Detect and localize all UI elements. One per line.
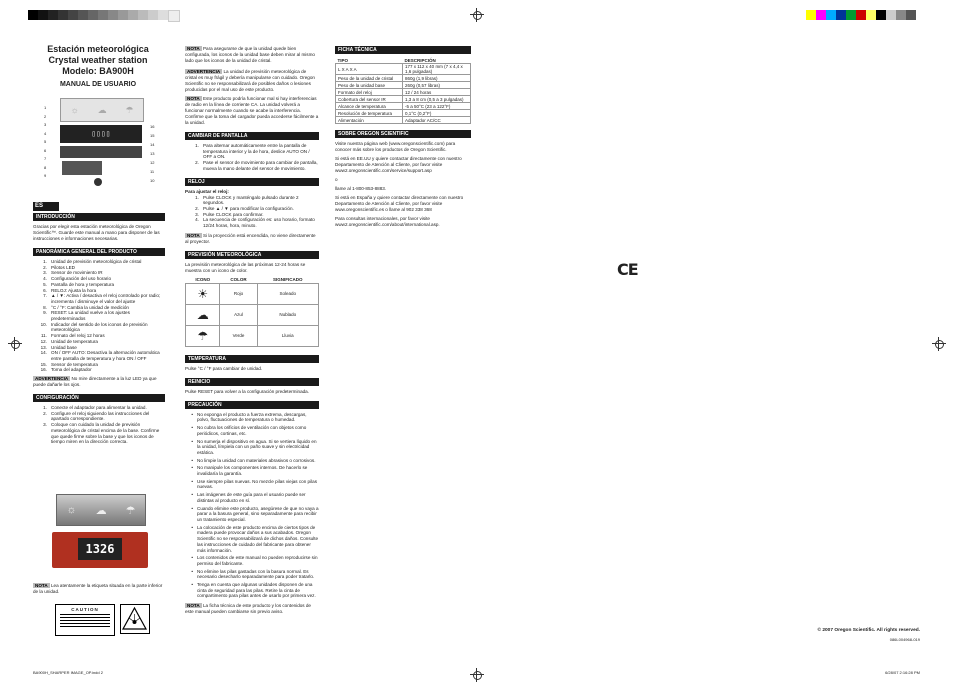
callout-number: 15 — [150, 133, 155, 138]
list-item: 1. Conecte el adaptador para alimentar la unidad. — [43, 405, 147, 411]
about-paragraph: llame al 1-800-853-8883. — [335, 186, 387, 191]
color-swatch — [886, 10, 896, 20]
list-item: 14. ON / OFF AUTO: Desactiva la alternación automática entre pantalla de temperatura y hora ON / OFF — [40, 350, 160, 361]
reset-heading: REINICIO — [185, 378, 319, 386]
list-item: 3. Pulse CLOCK para confirmar. — [195, 211, 264, 217]
product-title-1: Estación meteorológica — [47, 44, 149, 54]
callout-number: 7 — [44, 156, 47, 161]
list-item: 1. Pulse CLOCK y manténgalo pulsado durante 2 segundos. — [195, 194, 299, 206]
list-item: 3. Coloque con cuidado la unidad de previsión meteorológica de cristal encima de la base. Confirme que quede firme sobre la base y que los iconos de tiempo miren en la dirección correcta. — [43, 422, 160, 445]
warning-badge: ADVERTENCIA — [35, 376, 69, 382]
list-item: • No manipule los componentes internos. De hacerlo se invalidaría la garantía. — [191, 465, 308, 477]
note-badge: NOTA — [35, 583, 48, 588]
list-item: 8. °C / °F: Cambia la unidad de medición — [43, 304, 129, 310]
cloud-icon: ☁ — [196, 307, 209, 322]
display-list — [185, 143, 319, 172]
table-row: Formato del reloj 12 / 24 horas — [336, 89, 471, 96]
callout-number: 16 — [150, 124, 155, 129]
cloud-icon: ☁ — [95, 504, 107, 517]
about-paragraph: Si está en EE.UU y quiere contactar directamente con nuestro Departamento de Atención al Cliente, por favor visite www2.oregonscientific.com/service/support.asp — [335, 156, 462, 173]
rain-icon: ☂ — [125, 504, 136, 517]
list-item: • No exponga el producto a fuerza extrema, descargas, polvo, fluctuaciones de temperatura o humedad. — [191, 411, 307, 423]
table-row: Alimentación Adaptador AC/CC — [336, 117, 471, 124]
clock-heading: RELOJ — [185, 178, 319, 186]
color-swatch — [906, 10, 916, 20]
temperature-heading: TEMPERATURA — [185, 355, 319, 363]
about-paragraphs — [335, 141, 471, 228]
color-swatch — [896, 10, 906, 20]
callout-number: 8 — [44, 164, 47, 170]
color-swatch — [816, 10, 826, 20]
list-item: 3. Sensor de movimiento IR — [43, 270, 103, 276]
table-row: Alcance de temperatura -5 a 50°C (23 a 122°F) — [336, 103, 471, 110]
forecast-table: ICONO COLOR SIGNIFICADO ☀ Rojo Soleado ☁ Azul Nublado ☂ Verde Lluvia — [185, 277, 319, 347]
color-swatch — [876, 10, 886, 20]
precaution-list — [185, 412, 319, 599]
table-row: Peso de la unidad de cristal 860g (1,9 libras) — [336, 75, 471, 82]
clock-subheading: Para ajustar el reloj: — [185, 188, 229, 194]
sun-icon: ☼ — [70, 105, 79, 115]
list-item: • La colocación de este producto encima de ciertos tipos de madera puede provocar daños a sus acabados. Oregon Scientific no se responsabilizará de dichos daños. Consulte las instrucciones de cuidado del fabricante para obtener más información. — [191, 524, 319, 553]
product-title-3: Modelo: BA900H — [62, 66, 134, 76]
note-1: NOTA Para asegurarse de que la unidad quede bien configurada, los iconos de la unidad base deben mirar al mismo lado que los iconos de la unidad de cristal. — [185, 46, 315, 63]
note-3: NOTA Si la proyección está encendida, no viene directamente al proyector. — [185, 232, 316, 244]
overview-heading: PANORÁMICA GENERAL DEL PRODUCTO — [33, 248, 165, 256]
callout-number: 6 — [44, 147, 47, 153]
list-item: 2. Pilotos LED — [43, 264, 76, 270]
sun-icon: ☀ — [197, 286, 209, 301]
product-illustration: ☼ ☁ ☂ ▯▯▯▯ — [52, 98, 148, 188]
callout-number: 1 — [44, 105, 47, 110]
bottom-note: NOTA Lea atentamente la etiqueta situada en la parte inferior de la unidad. — [33, 583, 163, 594]
clock-list — [185, 195, 319, 229]
warning-note: ADVERTENCIA No mire directamente a la luz LED ya que puede dañarle los ojos. — [33, 376, 157, 388]
table-row: Cobertura del sensor IR 1,3 a 8 cm (0,5 a 3 pulgadas) — [336, 96, 471, 103]
forecast-row: ☀ Rojo Soleado — [186, 283, 319, 304]
caution-label — [55, 604, 115, 636]
color-swatch — [836, 10, 846, 20]
list-item: 2. Pase el sensor de movimiento para cambiar de pantalla, mueva la mano delante del sensor de movimiento. — [195, 160, 318, 171]
list-item: • No elimine las pilas gastadas con la basura normal. Es necesario desecharlo separadamente para poder tratarlo. — [191, 568, 315, 580]
color-swatch-bar — [806, 10, 916, 20]
list-item: 9. RESET: La unidad vuelve a los ajustes predeterminados — [43, 310, 130, 322]
forecast-row: ☁ Azul Nublado — [186, 304, 319, 325]
callout-number: 12 — [150, 160, 155, 165]
overview-list — [33, 259, 165, 373]
callout-number: 10 — [150, 178, 155, 183]
intro-heading: INTRODUCCIÓN — [33, 213, 165, 221]
grayscale-bar — [28, 10, 180, 20]
list-item: 10. Indicador del sentido de los iconos de previsión meteorológica — [40, 321, 148, 333]
table-row: Peso de la unidad base 260g (0,57 libras) — [336, 82, 471, 89]
list-item: 7. ▲ / ▼: Activa / desactiva el reloj controlado por radio; incrementa / disminuye el valor del ajuste — [43, 293, 161, 304]
list-item: • No limpie la unidad con materiales abrasivos o corrosivos. — [191, 457, 316, 463]
list-item: 16. Toma del adaptador — [40, 367, 92, 373]
footer-left: BA900H_SHARPER IMAGE_OP.indd 2 — [33, 670, 103, 675]
temperature-paragraph: Pulse °C / °F para cambiar de unidad. — [185, 365, 263, 371]
registration-mark-bottom — [470, 668, 484, 682]
registration-mark-right — [932, 337, 946, 351]
intro-paragraph: Gracias por elegir esta estación meteorológica de Oregon Scientific™. Guarde este manual a mano para disponer de las instrucciones e informaciones necesarias. — [33, 224, 160, 241]
rain-icon: ☂ — [125, 104, 134, 115]
setup-illustration — [52, 494, 150, 576]
setup-list — [33, 405, 165, 445]
sun-icon: ☼ — [66, 504, 77, 516]
about-paragraph: Para consultas internacionales, por favor visite www2.oregonscientific.com/about/international.asp. — [335, 216, 440, 227]
callout-number: 4 — [44, 130, 47, 136]
list-item: 1. Unidad de previsión meteorológica de cristal — [43, 259, 142, 264]
table-row: L X A X A 177 x 112 x 40 mm (7 x 4,4 x 1,6 pulgadas) — [336, 64, 471, 75]
list-item: • No cubra los orificios de ventilación con objetos como periódicos, cortinas, etc. — [191, 425, 307, 436]
callouts-left — [44, 104, 50, 181]
color-swatch — [846, 10, 856, 20]
list-item: 6. RELOJ: Ajusta la hora — [43, 287, 97, 293]
display-heading: CAMBIAR DE PANTALLA — [185, 132, 319, 140]
document-code: 086L004968-019 — [889, 637, 920, 642]
list-item: 5. Pantalla de hora y temperatura — [43, 281, 115, 287]
list-item: 4. La secuencia de configuración es: uso horario, formato 12/24 horas, hora, minuto. — [195, 217, 315, 229]
laser-warning-icon — [120, 604, 150, 634]
list-item: 13. Unidad base — [40, 344, 77, 350]
language-badge: ES — [33, 202, 59, 211]
about-paragraph: o — [335, 177, 338, 182]
list-item: 4. Configuración del uso horario — [43, 276, 112, 282]
list-item: 11. Formato del reloj 12 horas — [40, 333, 105, 339]
list-item: 1. Para alternar automáticamente entre la pantalla de temperatura interior y la de hora, deslice AUTO ON / OFF a ON. — [195, 143, 310, 160]
callouts-right — [150, 122, 158, 185]
footer-right: 6/28/07 2:16:28 PM — [885, 670, 920, 675]
manual-heading: MANUAL DE USUARIO — [59, 81, 137, 88]
list-item: • Tenga en cuenta que algunas unidades disponen de una cinta de seguridad para las pilas. Retire la cinta de compartimento para pilas antes de usarlo por primera vez. — [191, 582, 316, 599]
registration-mark-top — [470, 8, 484, 22]
list-item: • No sumerja el dispositivo en agua. Si se vertiera líquido en la unidad, límpiela con un paño suave y sin electricidad estática. — [191, 438, 317, 455]
note-4: NOTA La ficha técnica de este producto y los contenidos de este manual pueden cambiarse sin previo aviso. — [185, 603, 311, 615]
list-item: • Cuando elimine este producto, asegúrese de que no vaya a parar a la basura general, sino separadamente para recibir un tratamiento especial. — [191, 505, 319, 522]
right-column — [335, 46, 471, 231]
rain-icon: ☂ — [197, 328, 209, 343]
callout-number: 2 — [44, 113, 47, 119]
spec-table: TIPO DESCRIPCIÓN L X A X A 177 x 112 x 40 mm (7 x 4,4 x 1,6 pulgadas) Peso de la unidad de cristal 860g (1,9 libras) Peso de la unidad base 260g (0,57 libras) Formato del reloj 12 / 24 horas Cobertura del sensor IR 1,3 a 8 cm (0,5 a 3 pulgadas) Alcance de temperatura -5 a 50°C (23 a 122°F) Resolución de temperatura 0,1°C (0,2°F) Alimentación Adaptador AC/CC — [335, 57, 471, 124]
list-item: 2. Configure el reloj siguiendo las instrucciones del apartado correspondiente. — [43, 410, 150, 422]
about-paragraph: Visite nuestra página web (www.oregonscientific.com) para conocer más sobre los productos de Oregon Scientific. — [335, 141, 456, 152]
forecast-heading: PREVISIÓN METEOROLÓGICA — [185, 251, 319, 259]
list-item: 15. Sensor de temperatura — [40, 361, 98, 367]
caution-title: CAUTION — [71, 607, 99, 612]
color-swatch — [866, 10, 876, 20]
callout-number: 3 — [44, 122, 47, 127]
list-item: 2. Pulse ▲ / ▼ para modificar la configuración. — [195, 205, 294, 211]
setup-heading: CONFIGURACIÓN — [33, 394, 165, 402]
about-paragraph: Si está en España y quiere contactar directamente con nuestro Departamento de Atención al Cliente, por favor visite www.oregonscientific.es o llame al 902 338 368 — [335, 195, 464, 212]
list-item: • Use siempre pilas nuevas. No mezcle pilas viejas con pilas nuevas. — [191, 478, 318, 490]
product-title-2: Crystal weather station — [48, 55, 148, 65]
registration-mark-left — [8, 337, 22, 351]
ce-mark: CE — [617, 260, 638, 279]
note-2: NOTA Este producto podría funcionar mal si hay interferencias de radio en la línea de corriente CA. La unidad volverá a funcionar normalmente cuando se acabe la interferencia. Confirme que la toma del cargador pueda accederse fácilmente a la unidad. — [185, 96, 319, 125]
list-item: • Las imágenes de este guía para el usuario puede ser distintas al producto en sí. — [191, 492, 306, 503]
warning-1: ADVERTENCIA La unidad de previsión meteorológica de cristal es muy frágil y debería manipularse con cuidado. Oregon Scientific no se responsabilizará de posibles daños o lesiones producidas por el mal uso de este producto. — [185, 69, 315, 92]
callout-number: 5 — [44, 139, 47, 144]
list-item: 12. Unidad de temperatura — [40, 338, 98, 344]
callout-number: 13 — [150, 151, 155, 156]
forecast-row: ☂ Verde Lluvia — [186, 325, 319, 346]
spec-heading: FICHA TÉCNICA — [335, 46, 471, 54]
left-text — [33, 213, 165, 445]
copyright: © 2007 Oregon Scientific. All rights reserved. — [817, 628, 920, 633]
reset-paragraph: Pulse RESET para volver a la configuración predeterminada. — [185, 388, 310, 394]
callout-number: 9 — [44, 173, 47, 178]
about-heading: SOBRE OREGON SCIENTIFIC — [335, 130, 471, 138]
list-item: • Los contenidos de este manual no pueden reproducirse sin permiso del fabricante. — [191, 555, 318, 566]
middle-column — [185, 46, 319, 615]
color-swatch — [856, 10, 866, 20]
left-column — [33, 44, 163, 88]
table-row: Resolución de temperatura 0,1°C (0,2°F) — [336, 110, 471, 117]
cloud-icon: ☁ — [97, 104, 107, 115]
precaution-heading: PRECAUCIÓN — [185, 401, 319, 409]
callout-number: 11 — [150, 169, 155, 174]
forecast-paragraph: La previsión meteorológica de las próximas 12-24 horas se muestra con un icono de color. — [185, 261, 306, 273]
color-swatch — [826, 10, 836, 20]
callout-number: 14 — [150, 142, 155, 147]
clock-display: 1326 — [78, 538, 122, 560]
color-swatch — [806, 10, 816, 20]
